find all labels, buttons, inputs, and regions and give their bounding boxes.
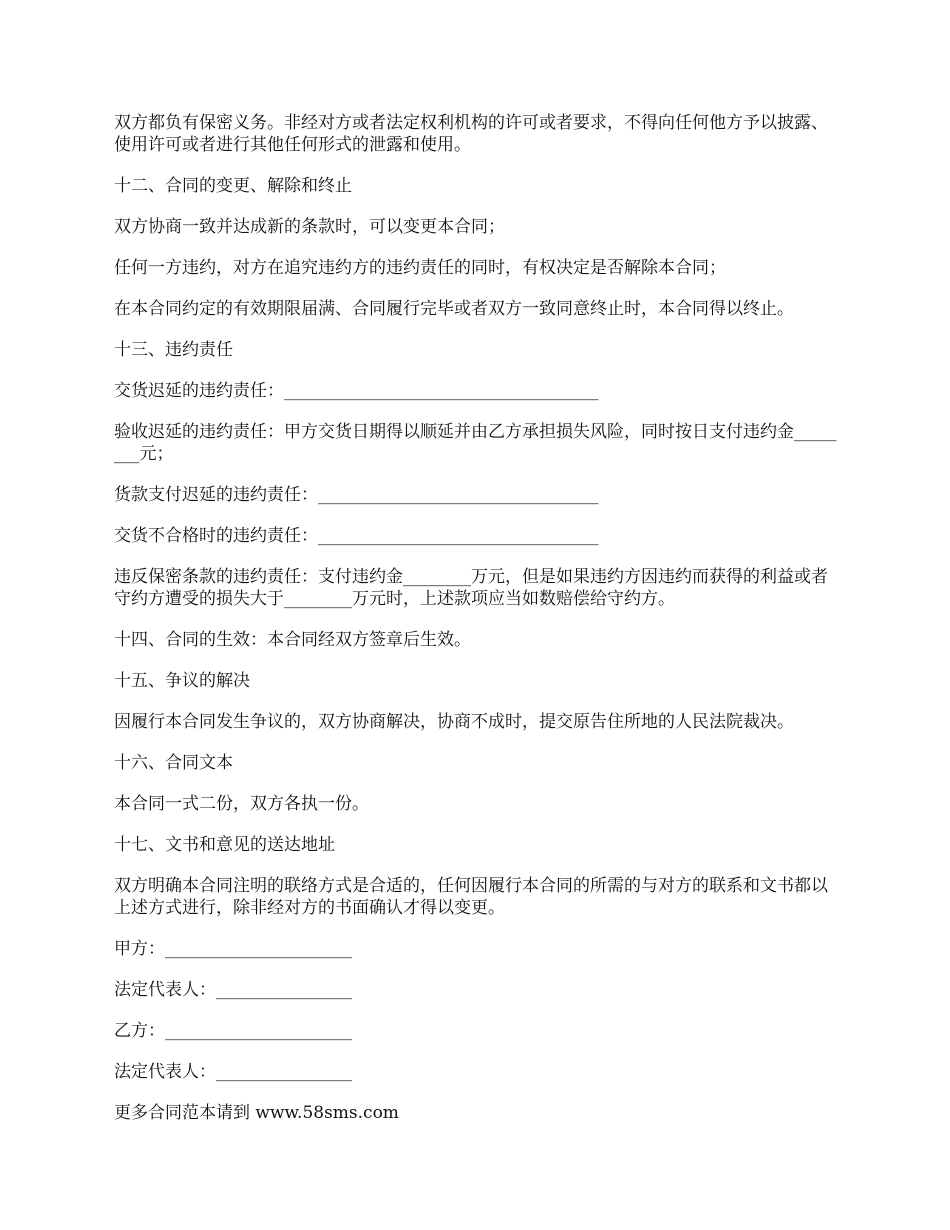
footer-more-templates: 更多合同范本请到 www.58sms.com [114,1103,399,1123]
confidentiality-paragraph: 双方都负有保密义务。非经对方或者法定权利机构的许可或者要求，不得向任何他方予以披露、使用许可或者进行其他任何形式的泄露和使用。 [114,113,828,155]
section-heading-13: 十三、违约责任 [114,340,233,360]
liability-confidentiality-breach: 违反保密条款的违约责任：支付违约金________万元，但是如果违约方因违约而获得的利益或者守约方遭受的损失大于________万元时，上述款项应当如数赔偿给守约方。 [114,567,828,609]
paragraph-modification: 双方协商一致并达成新的条款时，可以变更本合同； [114,217,505,237]
paragraph-notice-address: 双方明确本合同注明的联络方式是合适的，任何因履行本合同的所需的与对方的联系和文书都以上述方式进行，除非经对方的书面确认才得以变更。 [114,876,828,918]
paragraph-termination: 在本合同约定的有效期限届满、合同履行完毕或者双方一致同意终止时，本合同得以终止。 [114,299,794,319]
section-heading-17: 十七、文书和意见的送达地址 [114,835,335,855]
party-a-representative-line: 法定代表人：________________ [114,980,352,1000]
liability-late-payment: 货款支付迟延的违约责任：_________________________________ [114,485,599,505]
section-heading-16: 十六、合同文本 [114,753,233,773]
party-b-signature-line: 乙方：______________________ [114,1021,352,1041]
party-a-signature-line: 甲方：______________________ [114,939,352,959]
liability-late-delivery: 交货迟延的违约责任：_____________________________________ [114,381,599,401]
document-body [114,112,844,1143]
paragraph-rescission: 任何一方违约，对方在追究违约方的违约责任的同时，有权决定是否解除本合同； [114,258,726,278]
paragraph-copies: 本合同一式二份，双方各执一份。 [114,794,369,814]
liability-late-acceptance: 验收迟延的违约责任：甲方交货日期得以顺延并由乙方承担损失风险，同时按日支付违约金________元； [114,422,837,464]
section-heading-12: 十二、合同的变更、解除和终止 [114,176,352,196]
party-b-representative-line: 法定代表人：________________ [114,1062,352,1082]
section-heading-14: 十四、合同的生效：本合同经双方签章后生效。 [114,630,471,650]
paragraph-dispute: 因履行本合同发生争议的，双方协商解决，协商不成时，提交原告住所地的人民法院裁决。 [114,712,794,732]
liability-nonconforming-goods: 交货不合格时的违约责任：_________________________________ [114,526,599,546]
section-heading-15: 十五、争议的解决 [114,671,250,691]
